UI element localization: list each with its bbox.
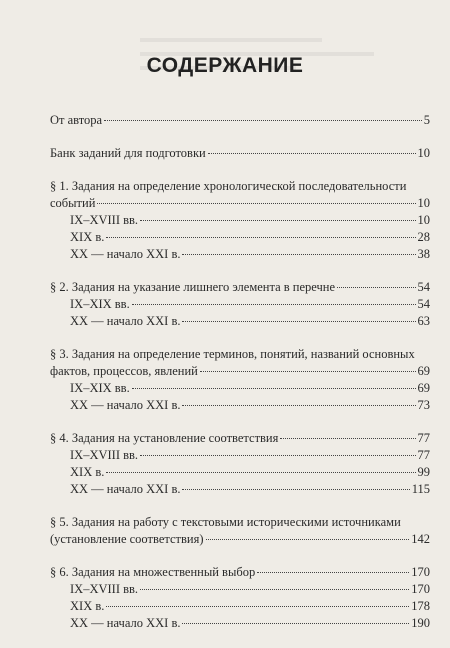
toc-entry-title: Банк заданий для подготовки bbox=[50, 146, 206, 160]
toc-subentry-title: XX — начало XXI в. bbox=[70, 482, 181, 496]
toc-subentry bbox=[50, 598, 430, 615]
dot-leader bbox=[206, 539, 410, 540]
dot-leader bbox=[104, 120, 422, 121]
toc-line bbox=[50, 346, 430, 363]
dot-leader bbox=[132, 304, 416, 305]
toc-entry-title: От автора bbox=[50, 113, 103, 127]
dot-leader bbox=[132, 388, 416, 389]
toc-entry-title: § 2. Задания на указание лишнего элемента в перечне bbox=[50, 280, 336, 294]
toc-subentry bbox=[50, 212, 430, 229]
toc-entry-title-cont: (установление соответствия) bbox=[50, 532, 204, 546]
dot-leader bbox=[140, 220, 415, 221]
toc-entry bbox=[50, 178, 430, 263]
toc-subentry-title: IX–XIX вв. bbox=[70, 297, 130, 311]
toc-page-number: 115 bbox=[411, 482, 430, 496]
toc-page-number: 54 bbox=[417, 297, 430, 311]
toc-page-number: 178 bbox=[411, 599, 430, 613]
toc-entry-title-cont: событий bbox=[50, 196, 96, 210]
toc-subentry bbox=[50, 380, 430, 397]
toc-subentry bbox=[50, 615, 430, 632]
toc-page-number: 63 bbox=[417, 314, 430, 328]
toc-page-number: 142 bbox=[411, 532, 430, 546]
toc-subentry-title: XX — начало XXI в. bbox=[70, 247, 181, 261]
toc-subentry bbox=[50, 447, 430, 464]
table-of-contents bbox=[50, 112, 430, 648]
toc-subentry-title: IX–XVIII вв. bbox=[70, 582, 139, 596]
toc-entry bbox=[50, 112, 430, 129]
dot-leader bbox=[140, 589, 409, 590]
toc-entry-title: § 5. Задания на работу с текстовыми историческими источниками bbox=[50, 515, 401, 529]
toc-page-number: 73 bbox=[417, 398, 430, 412]
dot-leader bbox=[182, 405, 415, 406]
toc-subentry bbox=[50, 464, 430, 481]
toc-line bbox=[50, 430, 430, 447]
toc-entry-title: § 6. Задания на множественный выбор bbox=[50, 565, 256, 579]
toc-subentry-title: IX–XIX вв. bbox=[70, 381, 130, 395]
toc-entry bbox=[50, 346, 430, 414]
toc-page-number: 54 bbox=[417, 280, 430, 294]
dot-leader bbox=[97, 203, 415, 204]
toc-entry bbox=[50, 514, 430, 548]
dot-leader bbox=[182, 623, 409, 624]
toc-page-number: 170 bbox=[411, 582, 430, 596]
toc-subentry bbox=[50, 246, 430, 263]
dot-leader bbox=[182, 321, 415, 322]
toc-subentry bbox=[50, 397, 430, 414]
dot-leader bbox=[182, 254, 415, 255]
dot-leader bbox=[106, 472, 415, 473]
toc-line bbox=[50, 514, 430, 531]
toc-line bbox=[50, 145, 430, 162]
dot-leader bbox=[140, 455, 415, 456]
toc-subentry bbox=[50, 296, 430, 313]
toc-subentry bbox=[50, 481, 430, 498]
toc-entry bbox=[50, 279, 430, 330]
toc-page-number: 5 bbox=[423, 113, 430, 127]
toc-entry-title: § 3. Задания на определение терминов, понятий, названий основных bbox=[50, 347, 415, 361]
toc-page-number: 77 bbox=[417, 431, 430, 445]
dot-leader bbox=[106, 237, 415, 238]
toc-entry bbox=[50, 564, 430, 632]
toc-subentry-title: IX–XVIII вв. bbox=[70, 448, 139, 462]
dot-leader bbox=[200, 371, 416, 372]
dot-leader bbox=[182, 489, 409, 490]
toc-line bbox=[50, 112, 430, 129]
toc-page-number: 77 bbox=[417, 448, 430, 462]
toc-line bbox=[50, 279, 430, 296]
toc-subentry bbox=[50, 581, 430, 598]
toc-subentry-title: XX — начало XXI в. bbox=[70, 314, 181, 328]
toc-entry bbox=[50, 430, 430, 498]
toc-subentry-title: XIX в. bbox=[70, 599, 105, 613]
toc-page-number: 38 bbox=[417, 247, 430, 261]
toc-line bbox=[50, 363, 430, 380]
toc-page-number: 69 bbox=[417, 381, 430, 395]
toc-subentry bbox=[50, 229, 430, 246]
toc-subentry-title: IX–XVIII вв. bbox=[70, 213, 139, 227]
toc-page-number: 28 bbox=[417, 230, 430, 244]
toc-page-number: 10 bbox=[417, 196, 430, 210]
toc-page-number: 69 bbox=[417, 364, 430, 378]
toc-subentry-title: XIX в. bbox=[70, 230, 105, 244]
page-title: СОДЕРЖАНИЕ bbox=[146, 54, 304, 77]
toc-entry-title: § 4. Задания на установление соответствия bbox=[50, 431, 279, 445]
toc-subentry bbox=[50, 313, 430, 330]
toc-subentry-title: XIX в. bbox=[70, 465, 105, 479]
toc-page-number: 190 bbox=[411, 616, 430, 630]
toc-line bbox=[50, 564, 430, 581]
toc-page-number: 10 bbox=[417, 213, 430, 227]
toc-line bbox=[50, 178, 430, 195]
toc-subentry-title: XX — начало XXI в. bbox=[70, 398, 181, 412]
dot-leader bbox=[280, 438, 415, 439]
dot-leader bbox=[208, 153, 416, 154]
toc-entry-title: § 1. Задания на определение хронологической последовательности bbox=[50, 179, 407, 193]
toc-page-number: 99 bbox=[417, 465, 430, 479]
dot-leader bbox=[337, 287, 415, 288]
toc-page-number: 170 bbox=[411, 565, 430, 579]
toc-line bbox=[50, 531, 430, 548]
toc-line bbox=[50, 195, 430, 212]
toc-entry-title-cont: фактов, процессов, явлений bbox=[50, 364, 198, 378]
toc-page-number: 10 bbox=[417, 146, 430, 160]
dot-leader bbox=[257, 572, 409, 573]
toc-entry bbox=[50, 145, 430, 162]
toc-subentry-title: XX — начало XXI в. bbox=[70, 616, 181, 630]
dot-leader bbox=[106, 606, 409, 607]
